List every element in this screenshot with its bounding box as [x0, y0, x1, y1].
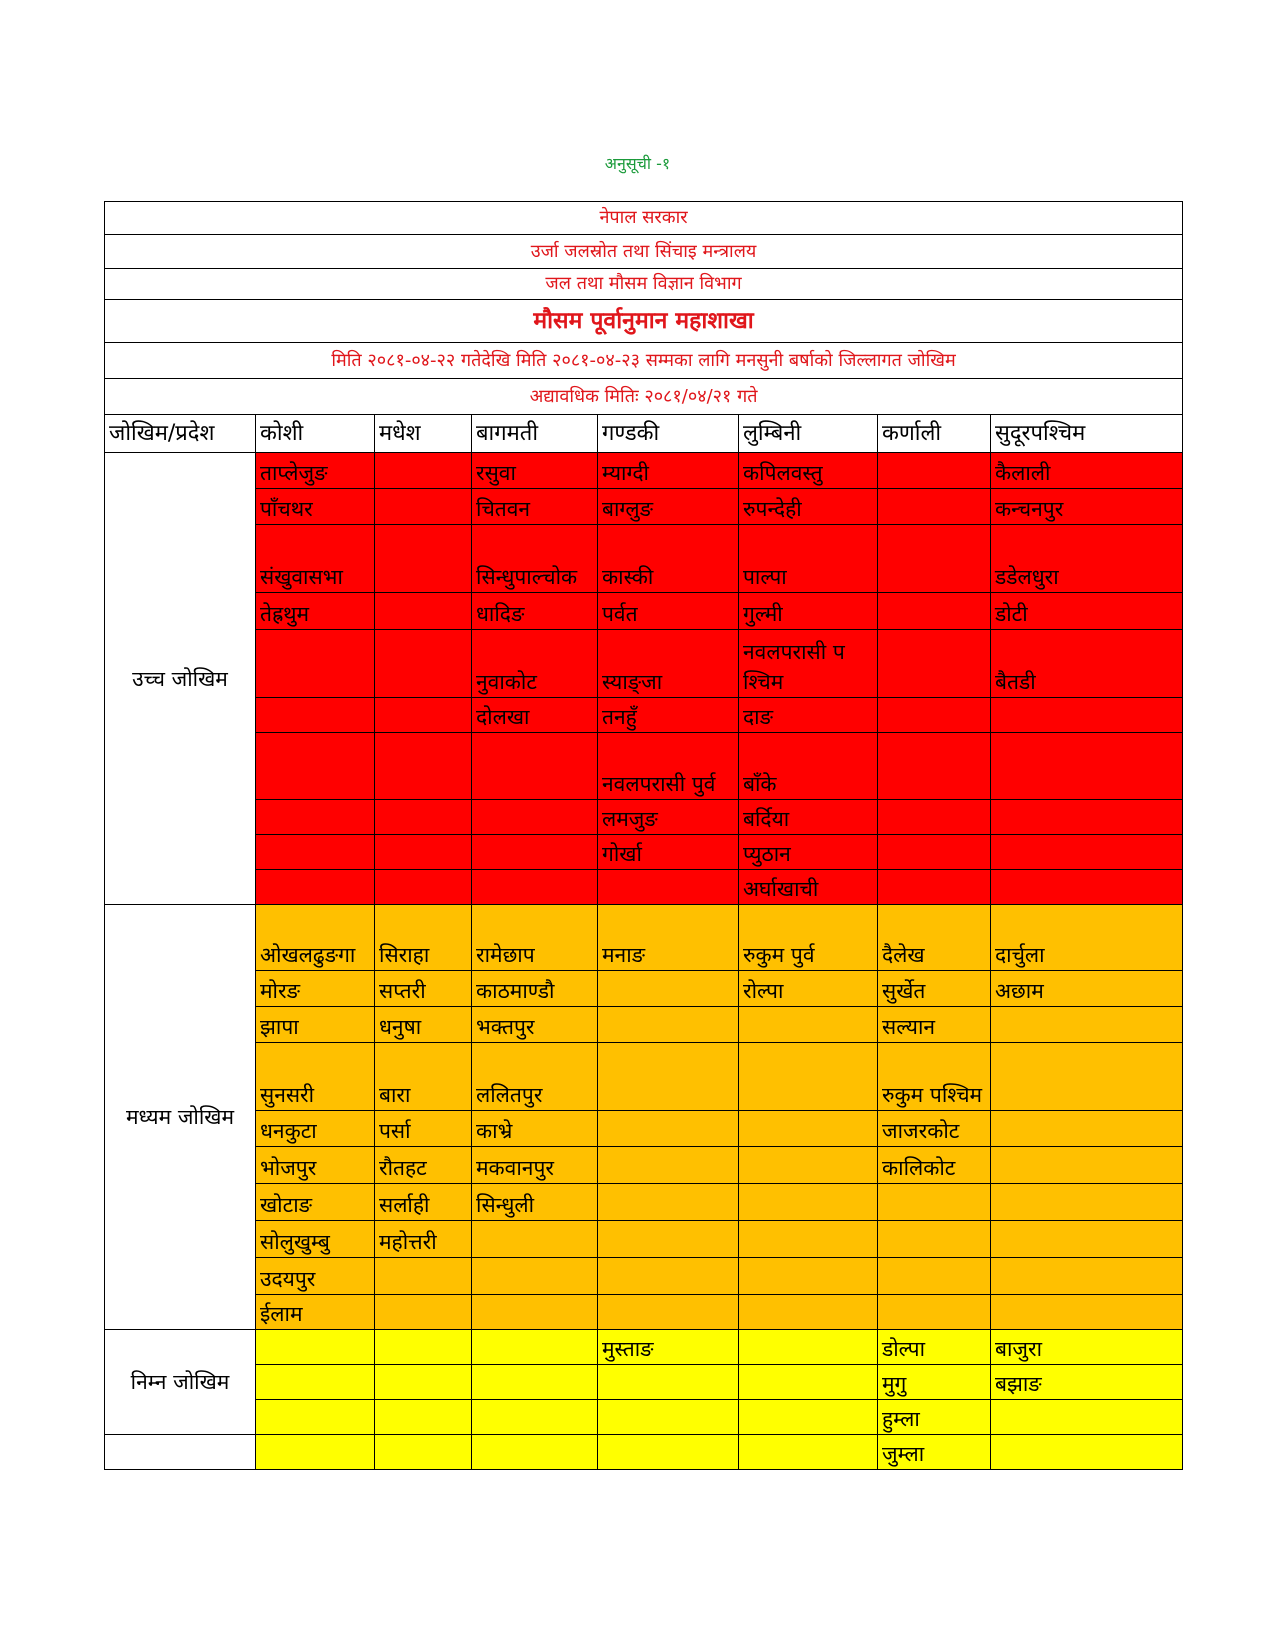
district-cell: [375, 1435, 472, 1470]
district-cell: [472, 1365, 598, 1400]
column-header-lumbini: लुम्बिनी: [739, 415, 878, 453]
district-cell: [472, 800, 598, 835]
district-cell: [739, 1258, 878, 1295]
district-cell: [375, 1295, 472, 1330]
district-cell: ललितपुर: [472, 1043, 598, 1111]
district-cell: [991, 1435, 1183, 1470]
district-cell: [375, 1365, 472, 1400]
district-cell: पाल्पा: [739, 525, 878, 593]
district-cell: [739, 1365, 878, 1400]
district-cell: [375, 630, 472, 698]
district-cell: डोल्पा: [878, 1330, 991, 1365]
district-cell: [739, 1330, 878, 1365]
district-cell: [472, 1330, 598, 1365]
district-cell: दैलेख: [878, 905, 991, 971]
district-cell: [256, 835, 375, 870]
district-cell: सिन्धुपाल्चोक: [472, 525, 598, 593]
district-cell: सुनसरी: [256, 1043, 375, 1111]
district-cell: [739, 1184, 878, 1221]
district-cell: रुकुम पुर्व: [739, 905, 878, 971]
district-cell: [598, 1111, 739, 1147]
district-cell: रसुवा: [472, 453, 598, 489]
district-cell: मुगु: [878, 1365, 991, 1400]
district-cell: कपिलवस्तु: [739, 453, 878, 489]
district-cell: [739, 1221, 878, 1258]
district-cell: ईलाम: [256, 1295, 375, 1330]
district-cell: संखुवासभा: [256, 525, 375, 593]
district-cell: नुवाकोट: [472, 630, 598, 698]
district-cell: [991, 733, 1183, 800]
table-row: [105, 971, 1183, 1007]
district-cell: ओखलढुङगा: [256, 905, 375, 971]
district-cell: [991, 1258, 1183, 1295]
district-cell: [739, 1295, 878, 1330]
district-cell: सिन्धुली: [472, 1184, 598, 1221]
district-cell: [878, 525, 991, 593]
district-cell: [878, 1258, 991, 1295]
table-row: [105, 733, 1183, 800]
district-cell: [878, 1184, 991, 1221]
district-cell: [878, 453, 991, 489]
district-cell: बैतडी: [991, 630, 1183, 698]
table-row: [105, 800, 1183, 835]
district-cell: सल्यान: [878, 1007, 991, 1043]
district-cell: [598, 1295, 739, 1330]
district-cell: [991, 698, 1183, 733]
district-cell: मोरङ: [256, 971, 375, 1007]
district-cell: मुस्ताङ: [598, 1330, 739, 1365]
district-cell: [256, 870, 375, 905]
district-cell: रोल्पा: [739, 971, 878, 1007]
district-cell: [598, 1184, 739, 1221]
district-cell: [375, 525, 472, 593]
district-cell: [598, 1258, 739, 1295]
annex-label: अनुसूची -१: [604, 154, 671, 173]
district-cell: [991, 1147, 1183, 1184]
district-cell: [256, 630, 375, 698]
table-row: [105, 1295, 1183, 1330]
district-cell: [375, 870, 472, 905]
district-cell: [991, 800, 1183, 835]
district-cell: [991, 1221, 1183, 1258]
district-cell: रुकुम पश्चिम: [878, 1043, 991, 1111]
district-cell: [878, 1295, 991, 1330]
risk-label-high: उच्च जोखिम: [105, 453, 256, 905]
district-cell: [991, 1007, 1183, 1043]
district-cell: पाँचथर: [256, 489, 375, 525]
table-row: [105, 525, 1183, 593]
district-cell: सोलुखुम्बु: [256, 1221, 375, 1258]
table-row: [105, 1221, 1183, 1258]
district-cell: म्याग्दी: [598, 453, 739, 489]
risk-label-empty: [105, 1435, 256, 1470]
district-cell: [991, 835, 1183, 870]
district-cell: [878, 489, 991, 525]
table-row: [105, 593, 1183, 630]
district-cell: रामेछाप: [472, 905, 598, 971]
district-cell: बारा: [375, 1043, 472, 1111]
column-header-bagmati: बागमती: [472, 415, 598, 453]
district-cell: चितवन: [472, 489, 598, 525]
district-cell: काभ्रे: [472, 1111, 598, 1147]
district-cell: काठमाण्डौ: [472, 971, 598, 1007]
district-cell: [739, 1043, 878, 1111]
district-cell: भक्तपुर: [472, 1007, 598, 1043]
district-cell: [375, 698, 472, 733]
district-cell: [598, 1365, 739, 1400]
district-cell: [878, 733, 991, 800]
district-cell: [598, 1400, 739, 1435]
table-row: [105, 453, 1183, 489]
district-cell: कैलाली: [991, 453, 1183, 489]
district-cell: [256, 698, 375, 733]
district-cell: [375, 453, 472, 489]
district-cell: [878, 593, 991, 630]
district-cell: [991, 1295, 1183, 1330]
district-cell: पर्सा: [375, 1111, 472, 1147]
district-cell: [256, 1435, 375, 1470]
header-forecast-period: मिति २०८१-०४-२२ गतेदेखि मिति २०८१-०४-२३ सम्मका लागि मनसुनी बर्षाको जिल्लागत जोखिम: [105, 343, 1183, 379]
district-cell: ताप्लेजुङ: [256, 453, 375, 489]
district-cell: [739, 1147, 878, 1184]
district-cell: धादिङ: [472, 593, 598, 630]
district-cell: हुम्ला: [878, 1400, 991, 1435]
district-cell: [991, 870, 1183, 905]
district-cell: [598, 971, 739, 1007]
district-cell: रौतहट: [375, 1147, 472, 1184]
district-cell: पर्वत: [598, 593, 739, 630]
table-row: [105, 1258, 1183, 1295]
table-row: [105, 1007, 1183, 1043]
district-cell: [256, 1400, 375, 1435]
district-cell: [598, 1435, 739, 1470]
district-cell: तनहुँ: [598, 698, 739, 733]
column-header-madhesh: मधेश: [375, 415, 472, 453]
district-cell: नवलपरासी पश्चिम: [739, 630, 878, 698]
district-cell: अर्घाखाची: [739, 870, 878, 905]
district-cell: [256, 1330, 375, 1365]
district-cell: [598, 1007, 739, 1043]
district-cell: महोत्तरी: [375, 1221, 472, 1258]
district-cell: प्युठान: [739, 835, 878, 870]
table-row: [105, 489, 1183, 525]
district-cell: [739, 1111, 878, 1147]
district-cell: [878, 630, 991, 698]
column-header-gandaki: गण्डकी: [598, 415, 739, 453]
district-cell: [598, 1147, 739, 1184]
district-cell: [472, 870, 598, 905]
district-cell: स्याङ्जा: [598, 630, 739, 698]
table-row: [105, 835, 1183, 870]
district-cell: बाग्लुङ: [598, 489, 739, 525]
district-cell: कन्चनपुर: [991, 489, 1183, 525]
district-cell: [878, 698, 991, 733]
header-ministry: उर्जा जलस्रोत तथा सिंचाइ मन्त्रालय: [105, 235, 1183, 269]
district-cell: बाजुरा: [991, 1330, 1183, 1365]
district-cell: बझाङ: [991, 1365, 1183, 1400]
district-cell: जाजरकोट: [878, 1111, 991, 1147]
district-cell: अछाम: [991, 971, 1183, 1007]
district-cell: [375, 835, 472, 870]
district-cell: [472, 1400, 598, 1435]
district-cell: [472, 1435, 598, 1470]
district-cell: झापा: [256, 1007, 375, 1043]
district-cell: नवलपरासी पुर्व: [598, 733, 739, 800]
district-cell: [375, 1258, 472, 1295]
district-cell: [878, 800, 991, 835]
district-cell: [878, 1221, 991, 1258]
district-cell: [598, 1221, 739, 1258]
district-cell: तेह्रथुम: [256, 593, 375, 630]
district-cell: [256, 733, 375, 800]
district-cell: गोर्खा: [598, 835, 739, 870]
table-row: [105, 1147, 1183, 1184]
district-cell: भोजपुर: [256, 1147, 375, 1184]
district-cell: [375, 733, 472, 800]
district-cell: जुम्ला: [878, 1435, 991, 1470]
district-cell: उदयपुर: [256, 1258, 375, 1295]
table-row: [105, 698, 1183, 733]
district-cell: डडेलधुरा: [991, 525, 1183, 593]
district-cell: लमजुङ: [598, 800, 739, 835]
district-cell: [375, 800, 472, 835]
table-row: [105, 1435, 1183, 1470]
district-cell: [991, 1111, 1183, 1147]
table-row: [105, 1365, 1183, 1400]
district-cell: धनकुटा: [256, 1111, 375, 1147]
district-cell: कालिकोट: [878, 1147, 991, 1184]
district-cell: [991, 1400, 1183, 1435]
district-cell: दार्चुला: [991, 905, 1183, 971]
table-row: [105, 1400, 1183, 1435]
district-cell: [472, 1258, 598, 1295]
district-cell: दाङ: [739, 698, 878, 733]
table-row: [105, 1043, 1183, 1111]
district-cell: धनुषा: [375, 1007, 472, 1043]
district-cell: डोटी: [991, 593, 1183, 630]
district-cell: मनाङ: [598, 905, 739, 971]
table-row: [105, 1330, 1183, 1365]
header-updated-date: अद्यावधिक मितिः २०८१/०४/२१ गते: [105, 379, 1183, 415]
district-cell: [375, 593, 472, 630]
district-cell: मकवानपुर: [472, 1147, 598, 1184]
district-cell: दोलखा: [472, 698, 598, 733]
district-cell: [878, 835, 991, 870]
table-row: [105, 630, 1183, 698]
district-cell: गुल्मी: [739, 593, 878, 630]
district-cell: [375, 1400, 472, 1435]
risk-label-low: निम्न जोखिम: [105, 1330, 256, 1435]
district-cell: [739, 1007, 878, 1043]
district-cell: सुर्खेत: [878, 971, 991, 1007]
district-cell: कास्की: [598, 525, 739, 593]
district-cell: [472, 1295, 598, 1330]
district-cell: बर्दिया: [739, 800, 878, 835]
district-cell: सिराहा: [375, 905, 472, 971]
district-cell: बाँके: [739, 733, 878, 800]
district-cell: [991, 1043, 1183, 1111]
district-cell: [472, 1221, 598, 1258]
risk-label-medium: मध्यम जोखिम: [105, 905, 256, 1330]
district-cell: [878, 870, 991, 905]
table-row: [105, 905, 1183, 971]
header-division: मौसम पूर्वानुमान महाशाखा: [105, 300, 1183, 343]
table-row: [105, 1111, 1183, 1147]
district-cell: [991, 1184, 1183, 1221]
table-row: [105, 870, 1183, 905]
district-cell: [256, 1365, 375, 1400]
district-cell: [375, 1330, 472, 1365]
district-cell: [739, 1435, 878, 1470]
district-cell: [472, 733, 598, 800]
district-cell: खोटाङ: [256, 1184, 375, 1221]
district-cell: सप्तरी: [375, 971, 472, 1007]
district-cell: [375, 489, 472, 525]
district-cell: रुपन्देही: [739, 489, 878, 525]
district-cell: [598, 870, 739, 905]
header-government: नेपाल सरकार: [105, 202, 1183, 235]
column-header-karnali: कर्णाली: [878, 415, 991, 453]
district-cell: सर्लाही: [375, 1184, 472, 1221]
district-cell: [598, 1043, 739, 1111]
header-department: जल तथा मौसम विज्ञान विभाग: [105, 269, 1183, 300]
column-header-koshi: कोशी: [256, 415, 375, 453]
district-cell: [472, 835, 598, 870]
risk-table: [104, 201, 1183, 1470]
table-row: [105, 1184, 1183, 1221]
column-header-sudurpashchim: सुदूरपश्चिम: [991, 415, 1183, 453]
district-cell: [739, 1400, 878, 1435]
district-cell: [256, 800, 375, 835]
column-header-risk-province: जोखिम/प्रदेश: [105, 415, 256, 453]
